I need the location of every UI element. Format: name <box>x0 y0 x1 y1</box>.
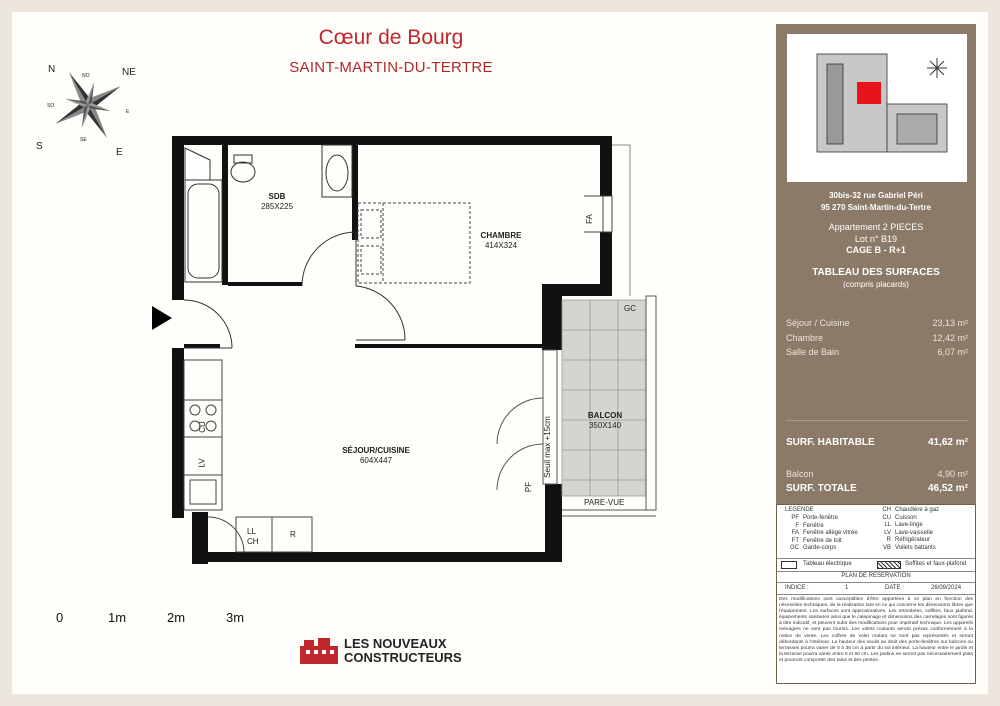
scale-3m: 3m <box>226 610 245 625</box>
label-pf: PF <box>524 481 534 493</box>
compass-so: SO <box>47 103 55 109</box>
label-ch: CH <box>247 537 259 546</box>
room-chambre-dims: 414X324 <box>484 241 518 250</box>
label-gc: GC <box>624 304 636 313</box>
apartment-highlight <box>857 82 881 104</box>
sidebar-panel <box>776 24 976 682</box>
room-sejour-name: SÉJOUR/CUISINE <box>342 446 410 455</box>
logo-line2: CONSTRUCTEURS <box>344 650 462 665</box>
label-lv: LV <box>197 458 207 468</box>
label-ll: LL <box>247 527 256 536</box>
date-value: 26/09/2024 <box>931 585 962 591</box>
surface-row: Salle de Bain 6,07 m² <box>786 347 968 357</box>
label-seuil: Seuil max +15cm <box>543 416 552 478</box>
cage-level: CAGE B - R+1 <box>846 245 906 255</box>
legend-right-col: CH Chaudière à gaz CU Cuisson LL Lave-linge LV Lave-vaisselle R Réfrigérateur VB Voilets battants <box>882 507 940 551</box>
plan-reservation: PLAN DE RESERVATION <box>841 573 911 579</box>
address-line2: 95 270 Saint-Martin-du-Tertre <box>820 203 932 212</box>
logo-line1: LES NOUVEAUX <box>344 636 447 651</box>
room-balcon-name: BALCON <box>587 411 623 420</box>
surf-habitable-row: SURF. HABITABLE 41,62 m² <box>786 437 968 448</box>
compass-n: N <box>48 64 56 75</box>
electric-panel-icon <box>781 561 797 569</box>
disclaimer-text: Des modifications sont susceptibles d'être apportées à ce plan en fonction des nécessités techniques, de la réalisation tant en ce qui concerne les dimensions libres que l'équipement. Les surfaces sont approximatives. Les retombées, soffites, faux plafond, équipements sanitaires ainsi que le calepinage et dimensions des carrelages sont figurés à titre indicatif, et peuvent subir des modifications pour impératif technique. Les appareils ménagers ne sont pas fournis. Les volets roulants seront prévus conformément à la notice de vente. Les coffres de volet roulant ne sont pas représentés et seront débordants à l'intérieur. La hauteur des seuils au droit des porte-fenêtres sur balcons ou terrasses pourra varier de 0 à 35 cm à partir du sol intérieur. La hauteur entre le jardin et la terrasse pourra varier entre 0 et 60 cm. Les jardins ne seront pas nécessairement plats et pourront comporter des talus et des pentes. <box>779 597 973 663</box>
legend-soffite: Soffites et faux-plafond <box>905 561 967 567</box>
legend-elec: Tableau électrique <box>803 561 852 567</box>
label-fa: FA <box>584 214 594 224</box>
label-cu: CU <box>197 421 207 433</box>
indice-label: INDICE : <box>785 585 809 591</box>
scale-2m: 2m <box>167 610 186 625</box>
address-line1: 30bis-32 rue Gabriel Péri <box>829 191 923 200</box>
room-sdb-name: SDB <box>268 192 286 201</box>
surfaces-table-subtitle: (compris placards) <box>843 280 909 289</box>
site-plan-thumbnail <box>787 34 967 182</box>
legend-box <box>776 504 976 684</box>
compass-se: SE <box>80 137 87 143</box>
logo-building-icon <box>298 636 340 666</box>
compass-s: S <box>36 141 43 152</box>
room-sejour-dims: 604X447 <box>359 456 393 465</box>
room-chambre-name: CHAMBRE <box>480 231 522 240</box>
surf-totale-row: SURF. TOTALE 46,52 m² <box>786 483 968 494</box>
compass-no: NO <box>82 73 90 79</box>
soffite-icon <box>877 561 901 569</box>
surface-row: Séjour / Cuisine 23,13 m² <box>786 318 968 328</box>
room-balcon-dims: 350X140 <box>588 421 622 430</box>
project-city: SAINT-MARTIN-DU-TERTRE <box>289 59 493 76</box>
balcon-row: Balcon 4,90 m² <box>786 469 968 479</box>
legend-title: LEGENDE <box>785 507 814 513</box>
date-label: DATE : <box>885 585 904 591</box>
apartment-type: Appartement 2 PIECES <box>828 222 924 232</box>
compass-ne: NE <box>122 67 136 78</box>
compass-e: E <box>116 147 123 158</box>
label-pare-vue: PARE-VUE <box>584 498 625 507</box>
room-sdb-dims: 285X225 <box>260 202 294 211</box>
label-r: R <box>290 530 296 539</box>
company-logo <box>298 636 462 671</box>
lot-number: Lot n° B19 <box>854 234 898 244</box>
surface-row: Chambre 12,42 m² <box>786 333 968 343</box>
surfaces-table-title: TABLEAU DES SURFACES <box>812 267 940 278</box>
entrance-arrow-icon <box>152 306 172 330</box>
compass-e-mid: E <box>126 109 130 115</box>
balcony <box>562 300 646 496</box>
legend-left-col: PF Porte-fenêtre F Fenêtre FA Fenêtre allège vitrée FT Fenêtre de toit GC Garde-corps <box>790 515 858 552</box>
project-name: Cœur de Bourg <box>318 26 464 49</box>
indice-value: 1 <box>845 585 849 591</box>
scale-1m: 1m <box>108 610 127 625</box>
scale-0: 0 <box>56 610 64 625</box>
